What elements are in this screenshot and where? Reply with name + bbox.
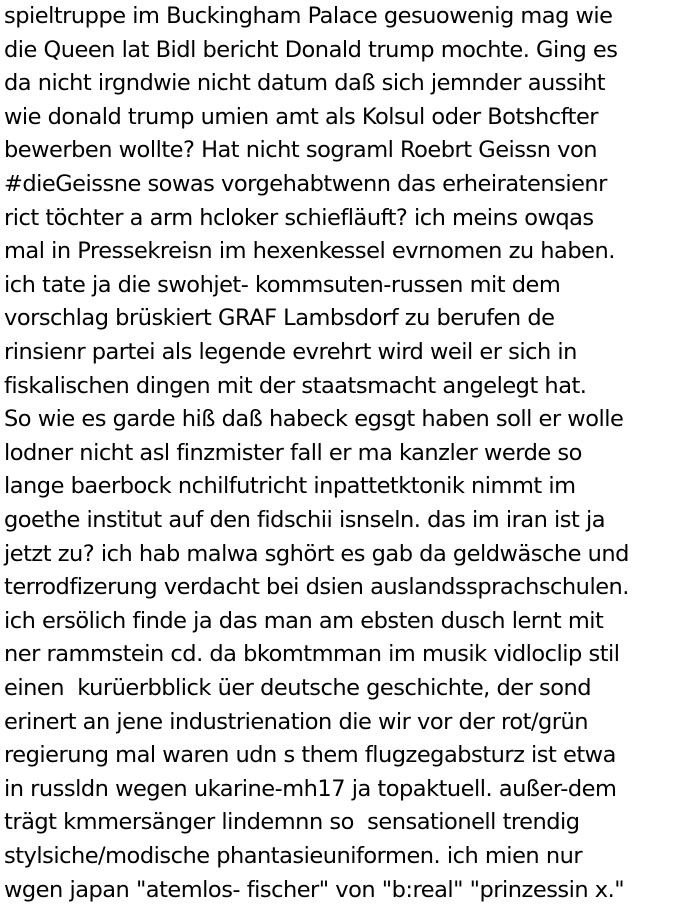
text-line: terrodfizerung verdacht bei dsien auslandssprachschulen.: [4, 574, 629, 601]
text-line: trägt kmmersänger lindemnn so sensationell trendig: [4, 809, 580, 836]
text-line: fiskalischen dingen mit der staatsmacht angelegt hat.: [4, 372, 587, 399]
text-line: da nicht irgndwie nicht datum daß sich jemnder aussiht: [4, 70, 606, 97]
text-line: einen kurüerbblick üer deutsche geschichte, der sond: [4, 675, 592, 701]
text-line: ich ersölich finde ja das man am ebsten dusch lernt mit: [4, 607, 604, 634]
text-line: bewerben wollte? Hat nicht sograml Roebrt Geissn von: [4, 137, 597, 164]
text-line: spieltruppe im Buckingham Palace gesuowenig mag wie: [4, 3, 613, 29]
text-line: rinsienr partei als legende evrehrt wird weil er sich in: [4, 339, 577, 365]
text-line: #dieGeissne sowas vorgehabtwenn das erheiratensienr: [4, 171, 607, 197]
text-line: mal in Pressekreisn im hexenkessel evrnomen zu haben.: [4, 238, 615, 265]
text-line: lange baerbock nchilfutricht inpattetktonik nimmt im: [4, 473, 576, 500]
text-line: So wie es garde hiß daß habeck egsgt haben soll er wolle: [4, 406, 624, 433]
text-line: ner rammstein cd. da bkomtmman im musik vidloclip stil: [4, 641, 620, 668]
document-text: [4, 0, 684, 920]
text-line: wie donald trump umien amt als Kolsul oder Botshcfter: [4, 103, 599, 130]
text-line: ich tate ja die swohjet- kommsuten-russen mit dem: [4, 271, 561, 298]
text-line: rict töchter a arm hcloker schiefläuft? ich meins owqas: [4, 204, 594, 231]
text-line: stylsiche/modische phantasieuniformen. ich mien nur: [4, 843, 583, 869]
text-line: in russldn wegen ukarine-mh17 ja topaktuell. außer-dem: [4, 775, 617, 802]
text-line: jetzt zu? ich hab malwa sghört es gab da geldwäsche und: [4, 540, 629, 567]
text-line: regierung mal waren udn s them flugzegabsturz ist etwa: [4, 742, 616, 769]
text-line: wgen japan "atemlos- fischer" von "b:real" "prinzessin x.": [4, 876, 625, 903]
text-line: lodner nicht asl finzmister fall er ma kanzler werde so: [4, 439, 582, 466]
text-line: erinert an jene industrienation die wir vor der rot/grün: [4, 708, 589, 735]
text-line: vorschlag brüskiert GRAF Lambsdorf zu berufen de: [4, 305, 555, 332]
text-line: die Queen lat Bidl bericht Donald trump mochte. Ging es: [4, 36, 618, 63]
text-line: goethe institut auf den fidschii isnseln. das im iran ist ja: [4, 507, 606, 533]
